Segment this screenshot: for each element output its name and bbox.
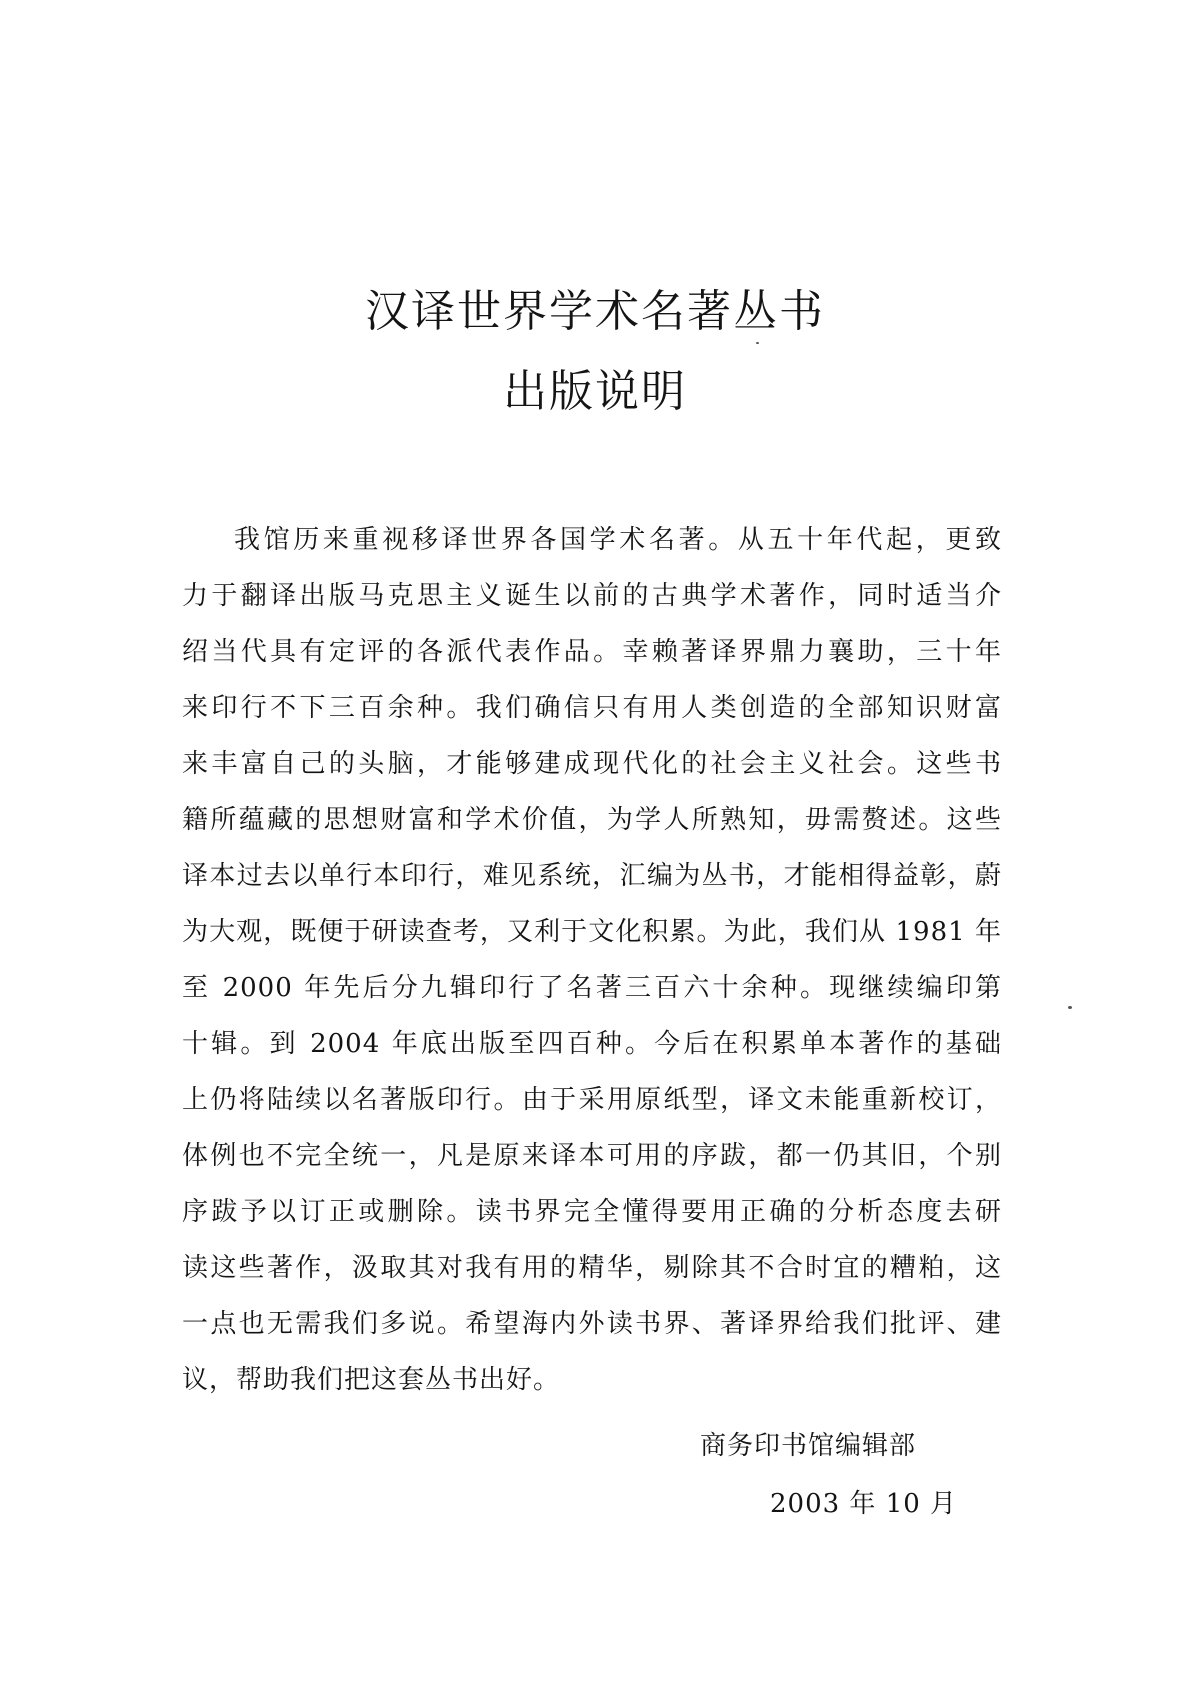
body-line: 上仍将陆续以名著版印行。由于采用原纸型，译文未能重新校订，: [182, 1085, 1002, 1115]
body-line: 绍当代具有定评的各派代表作品。幸赖著译界鼎力襄助，三十年: [182, 637, 1002, 667]
editorial-signature: 商务印书馆编辑部: [700, 1431, 917, 1461]
scan-speck: [756, 342, 759, 344]
body-line: 序跋予以订正或删除。读书界完全懂得要用正确的分析态度去研: [182, 1197, 1002, 1227]
publication-note-heading: 出版说明: [503, 366, 687, 417]
body-text: [182, 512, 1002, 1408]
body-line: 为大观，既便于研读查考，又利于文化积累。为此，我们从 1981 年: [182, 917, 1002, 947]
body-line: 至 2000 年先后分九辑印行了名著三百六十余种。现继续编印第: [182, 973, 1002, 1003]
body-line: 力于翻译出版马克思主义诞生以前的古典学术著作，同时适当介: [182, 581, 1002, 611]
body-line: 来丰富自己的头脑，才能够建成现代化的社会主义社会。这些书: [182, 749, 1002, 779]
body-line-last: 议，帮助我们把这套丛书出好。: [182, 1365, 561, 1395]
signature-date: 2003 年 10 月: [770, 1489, 958, 1519]
body-line: 我馆历来重视移译世界各国学术名著。从五十年代起，更致: [234, 525, 1002, 555]
body-line: 一点也无需我们多说。希望海内外读书界、著译界给我们批评、建: [182, 1309, 1002, 1339]
body-line: 译本过去以单行本印行，难见系统，汇编为丛书，才能相得益彰，蔚: [182, 861, 1002, 891]
body-line: 籍所蕴藏的思想财富和学术价值，为学人所熟知，毋需赘述。这些: [182, 805, 1002, 835]
body-line: 十辑。到 2004 年底出版至四百种。今后在积累单本著作的基础: [182, 1029, 1002, 1059]
body-line: 读这些著作，汲取其对我有用的精华，剔除其不合时宜的糟粕，这: [182, 1253, 1002, 1283]
series-title: 汉译世界学术名著丛书: [365, 286, 825, 337]
body-line: 来印行不下三百余种。我们确信只有用人类创造的全部知识财富: [182, 693, 1002, 723]
body-line: 体例也不完全统一，凡是原来译本可用的序跋，都一仍其旧，个别: [182, 1141, 1002, 1171]
scan-speck: [1068, 1006, 1072, 1009]
